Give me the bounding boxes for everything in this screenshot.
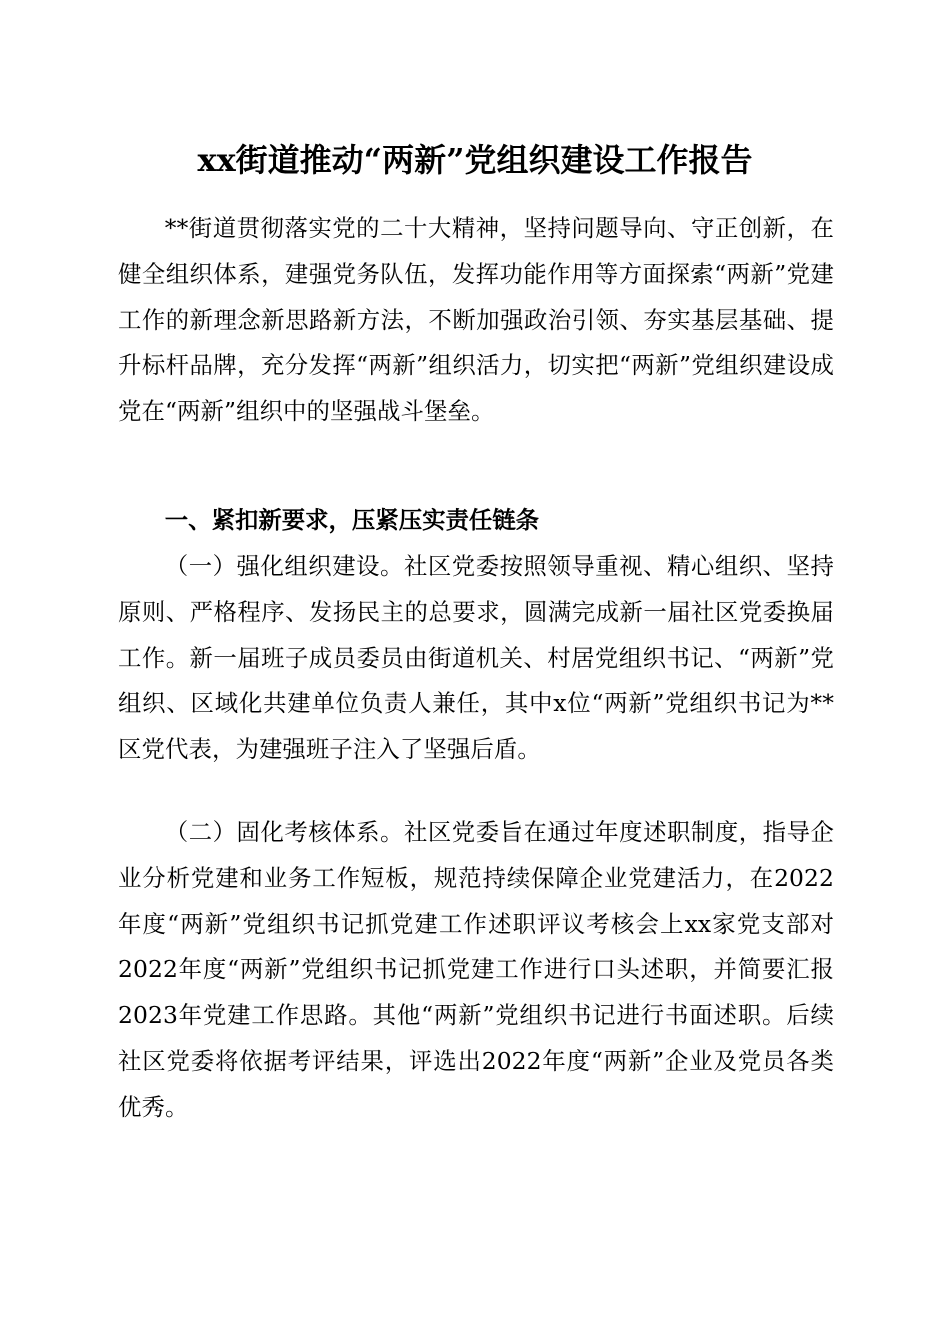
- paragraph-assessment-system: （二）固化考核体系。社区党委旨在通过年度述职制度，指导企业分析党建和业务工作短板，规范持续保障企业党建活力，在2022年度“两新”党组织书记抓党建工作述职评议考核会上xx家党支部对2022年度“两新”党组织书记抓党建工作进行口头述职，并简要汇报2023年党建工作思路。其他“两新”党组织书记进行书面述职。后续社区党委将依据考评结果，评选出2022年度“两新”企业及党员各类优秀。: [118, 818, 835, 1121]
- intro-paragraph: **街道贯彻落实党的二十大精神，坚持问题导向、守正创新，在健全组织体系，建强党务队伍，发挥功能作用等方面探索“两新”党建工作的新理念新思路新方法，不断加强政治引领、夯实基层基础、提升标杆品牌，充分发挥“两新”组织活力，切实把“两新”党组织建设成党在“两新”组织中的坚强战斗堡垒。: [118, 214, 834, 426]
- paragraph-organization-building: （一）强化组织建设。社区党委按照领导重视、精心组织、坚持原则、严格程序、发扬民主的总要求，圆满完成新一届社区党委换届工作。新一届班子成员委员由街道机关、村居党组织书记、“两新”党组织、区域化共建单位负责人兼任，其中x位“两新”党组织书记为**区党代表，为建强班子注入了坚强后盾。: [118, 552, 834, 764]
- section-heading-1: 一、紧扣新要求，压紧压实责任链条: [164, 506, 540, 534]
- document-title: xx街道推动“两新”党组织建设工作报告: [197, 141, 753, 179]
